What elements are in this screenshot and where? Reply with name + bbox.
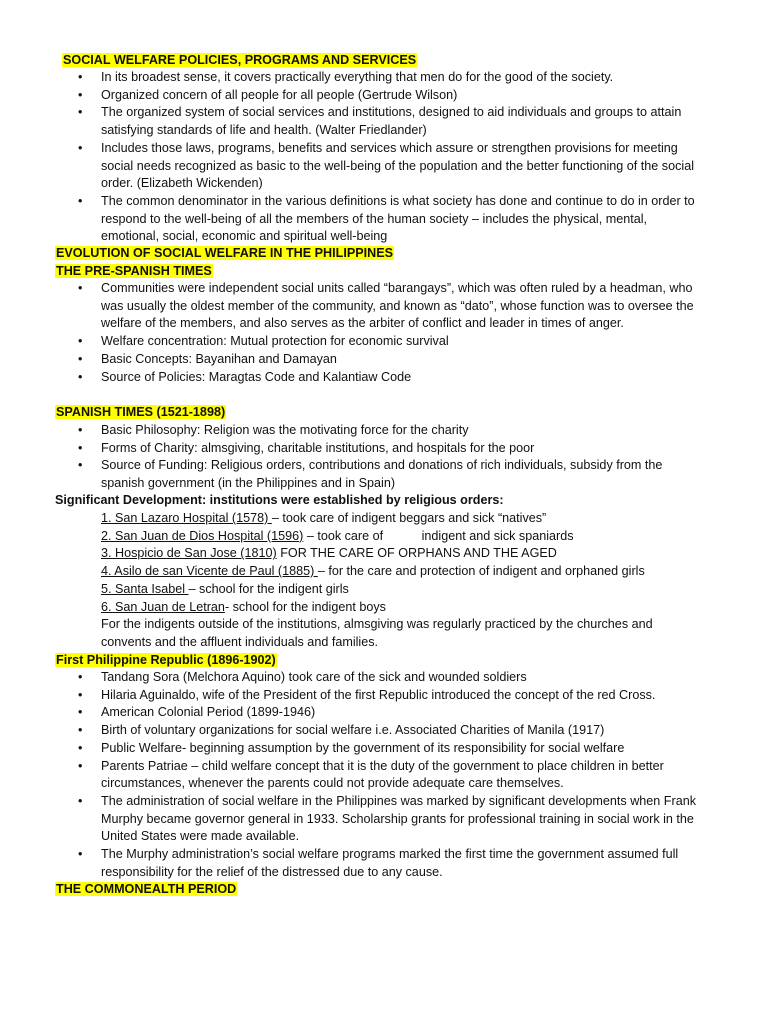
institution-name: 4. Asilo de san Vicente de Paul (1885): [101, 564, 318, 579]
significant-development: Significant Development: institutions were established by religious orders:: [55, 493, 504, 507]
list-item: • Source of Funding: Religious orders, contributions and donations of rich individuals, subsidy from the spanish government (in the Philippines and in Spain): [0, 457, 768, 492]
institution-name: 6. San Juan de Letran: [101, 599, 225, 614]
list-item: [101, 545, 708, 563]
heading-republic-text: First Philippine Republic (1896-1902): [56, 653, 276, 667]
institution-name: 3. Hospicio de San Jose (1810): [101, 546, 277, 561]
prespanish-section: [0, 280, 768, 386]
list-item: [101, 528, 708, 546]
list-item: [101, 581, 708, 599]
list-item: • Forms of Charity: almsgiving, charitable institutions, and hospitals for the poor: [0, 440, 768, 458]
list-item: [101, 599, 708, 617]
institution-name: 2. San Juan de Dios Hospital (1596): [101, 528, 304, 543]
heading-evolution-text: EVOLUTION OF SOCIAL WELFARE IN THE PHILIPPINES: [56, 246, 394, 260]
list-item: • The organized system of social services and institutions, designed to aid individuals and groups to attain satisfying standards of life and health. (Walter Friedlander): [0, 104, 768, 139]
institution-name: 1. San Lazaro Hospital (1578): [101, 511, 272, 525]
list-item: • Source of Policies: Maragtas Code and Kalantiaw Code: [0, 369, 768, 387]
list-item: • Organized concern of all people for all people (Gertrude Wilson): [0, 87, 768, 105]
policies-list: [0, 69, 768, 246]
republic-section: [0, 669, 768, 881]
list-item: • American Colonial Period (1899-1946): [0, 704, 768, 722]
list-item: • Basic Concepts: Bayanihan and Damayan: [0, 351, 768, 369]
institution-desc: FOR THE CARE OF ORPHANS AND THE AGED: [276, 546, 557, 561]
list-item: [101, 510, 708, 528]
republic-list: [0, 669, 768, 881]
prespanish-list: [0, 280, 768, 386]
heading-spanish-text: SPANISH TIMES (1521-1898): [56, 405, 226, 419]
institution-desc: – for the care and protection of indigent and orphaned girls: [317, 564, 645, 579]
list-item: • The administration of social welfare in the Philippines was marked by significant developments when Frank Murphy became governor general in 1933. Scholarship grants for professional training in social work in the United States were made available.: [0, 793, 768, 846]
list-item: • Public Welfare- beginning assumption by the government of its responsibility for social welfare: [0, 740, 768, 758]
spanish-section: [0, 422, 768, 493]
list-item: [101, 563, 708, 581]
heading-prespanish-text: THE PRE-SPANISH TIMES: [56, 264, 212, 278]
heading-commonwealth: [55, 881, 237, 899]
list-item: • Basic Philosophy: Religion was the motivating force for the charity: [0, 422, 768, 440]
institutions-list: [101, 510, 708, 616]
policies-section: [0, 69, 768, 246]
list-item: • Communities were independent social units called “barangays”, which was often ruled by a headman, who was usually the oldest member of the community, and known as “dato”, whose function was to oversee the welfare of the members, and also serves as the arbiter of conflict and leader in times of anger.: [0, 280, 768, 333]
heading-republic: [55, 652, 277, 670]
heading-prespanish: [55, 263, 213, 281]
list-item: • Tandang Sora (Melchora Aquino) took care of the sick and wounded soldiers: [0, 669, 768, 687]
institution-desc: - school for the indigent boys: [224, 599, 386, 614]
list-item: • The Murphy administration’s social welfare programs marked the first time the government assumed full responsibility for the relief of the distressed due to any cause.: [0, 846, 768, 881]
heading-policies-text: SOCIAL WELFARE POLICIES, PROGRAMS AND SERVICES: [63, 53, 417, 67]
institution-desc: – took care of indigent and sick spaniards: [303, 528, 574, 543]
list-item: • Hilaria Aguinaldo, wife of the President of the first Republic introduced the concept of the red Cross.: [0, 687, 768, 705]
list-item: • Welfare concentration: Mutual protection for economic survival: [0, 333, 768, 351]
list-item: • Birth of voluntary organizations for social welfare i.e. Associated Charities of Manila (1917): [0, 722, 768, 740]
list-item: • The common denominator in the various definitions is what society has done and continue to do in order to respond to the well-being of all the members of the human society – includes the physical, mental, emotional, social, economic and spiritual well-being: [0, 193, 768, 246]
heading-evolution: [55, 245, 394, 263]
heading-spanish: [55, 404, 226, 422]
heading-policies: [62, 52, 417, 70]
institution-desc: – took care of indigent beggars and sick “natives”: [271, 511, 547, 525]
list-item: • In its broadest sense, it covers practically everything that men do for the good of the society.: [0, 69, 768, 87]
outside-institutions-text: For the indigents outside of the institutions, almsgiving was regularly practiced by the churches and convents and the affluent individuals and families.: [101, 617, 653, 649]
heading-commonwealth-text: THE COMMONEALTH PERIOD: [56, 882, 237, 896]
list-item: • Parents Patriae – child welfare concept that it is the duty of the government to place children in better circumstances, whenever the parents could not provide adequate care themselves.: [0, 758, 768, 793]
institution-desc: – school for the indigent girls: [188, 581, 349, 596]
spanish-list: [0, 422, 768, 493]
list-item: • Includes those laws, programs, benefits and services which assure or strengthen provisions for meeting social needs recognized as basic to the well-being of the population and the better functioning of the social order. (Elizabeth Wickenden): [0, 140, 768, 193]
institution-name: 5. Santa Isabel: [101, 581, 189, 596]
